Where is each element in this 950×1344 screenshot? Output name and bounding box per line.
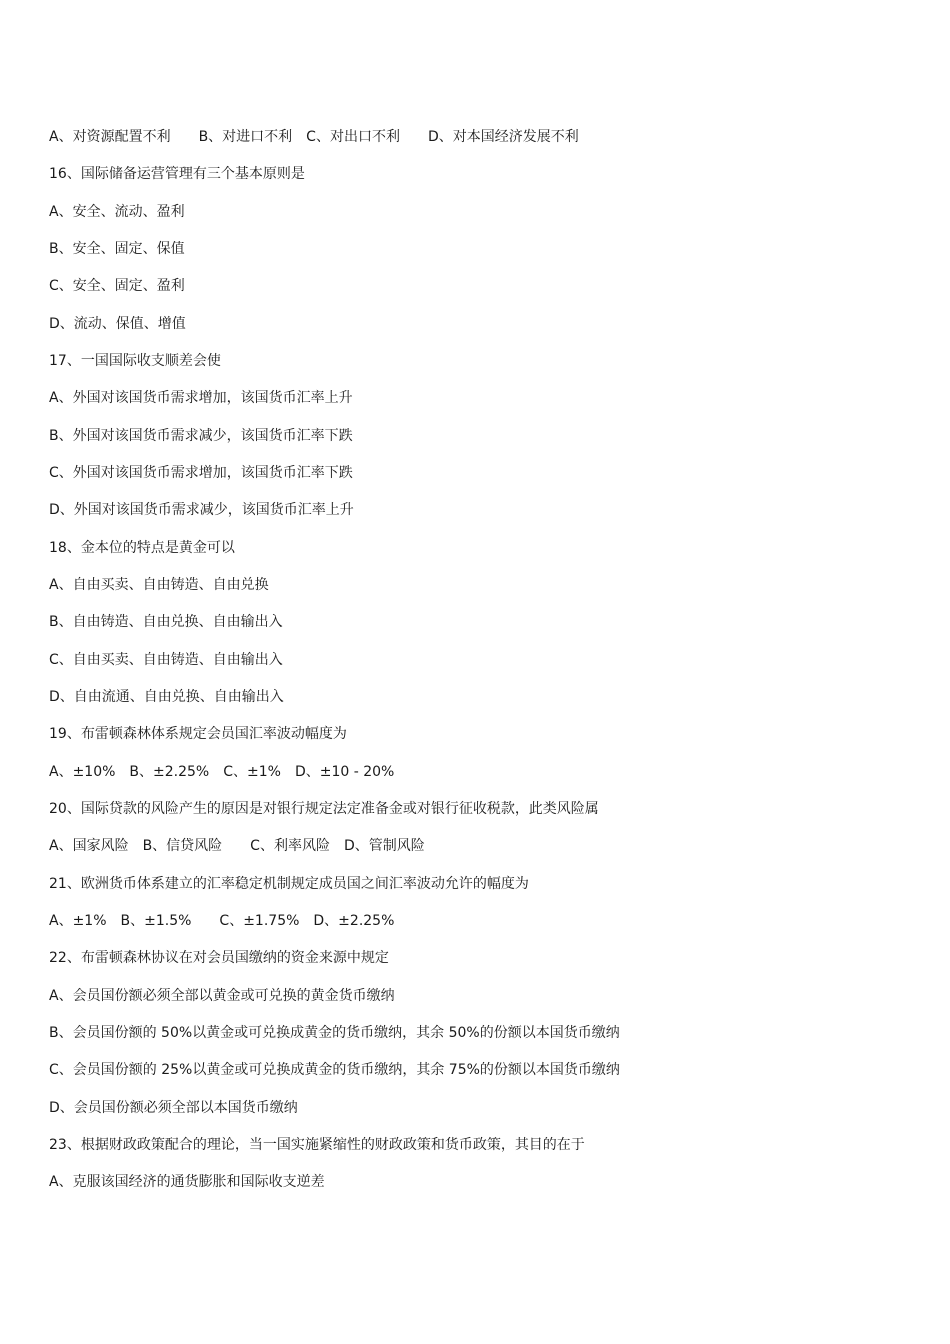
option-22-c: C、会员国份额的 25%以黄金或可兑换成黄金的货币缴纳，其余 75%的份额以本国货币缴纳 <box>49 1062 620 1078</box>
answer-options-q19: A、±10% B、±2.25% C、±1% D、±10 - 20% <box>49 764 395 780</box>
question-17: 17、一国国际收支顺差会使 <box>49 353 221 369</box>
option-16-b: B、安全、固定、保值 <box>49 241 185 257</box>
option-16-a: A、安全、流动、盈利 <box>49 204 185 220</box>
question-18: 18、金本位的特点是黄金可以 <box>49 540 235 556</box>
answer-options-q20: A、国家风险 B、信贷风险 C、利率风险 D、管制风险 <box>49 838 425 854</box>
option-17-d: D、外国对该国货币需求减少，该国货币汇率上升 <box>49 502 354 518</box>
option-18-a: A、自由买卖、自由铸造、自由兑换 <box>49 577 269 593</box>
option-22-d: D、会员国份额必须全部以本国货币缴纳 <box>49 1100 298 1116</box>
question-19: 19、布雷顿森林体系规定会员国汇率波动幅度为 <box>49 726 347 742</box>
answer-options-q21: A、±1% B、±1.5% C、±1.75% D、±2.25% <box>49 913 395 929</box>
question-20: 20、国际贷款的风险产生的原因是对银行规定法定准备金或对银行征收税款，此类风险属 <box>49 801 599 817</box>
question-16: 16、国际储备运营管理有三个基本原则是 <box>49 166 305 182</box>
question-21: 21、欧洲货币体系建立的汇率稳定机制规定成员国之间汇率波动允许的幅度为 <box>49 876 529 892</box>
option-17-c: C、外国对该国货币需求增加，该国货币汇率下跌 <box>49 465 353 481</box>
option-18-c: C、自由买卖、自由铸造、自由输出入 <box>49 652 283 668</box>
option-16-c: C、安全、固定、盈利 <box>49 278 185 294</box>
option-17-a: A、外国对该国货币需求增加，该国货币汇率上升 <box>49 390 353 406</box>
question-22: 22、布雷顿森林协议在对会员国缴纳的资金来源中规定 <box>49 950 389 966</box>
option-18-b: B、自由铸造、自由兑换、自由输出入 <box>49 614 283 630</box>
question-23: 23、根据财政政策配合的理论，当一国实施紧缩性的财政政策和货币政策，其目的在于 <box>49 1137 585 1153</box>
option-16-d: D、流动、保值、增值 <box>49 316 186 332</box>
option-23-a: A、克服该国经济的通货膨胀和国际收支逆差 <box>49 1174 325 1190</box>
answer-options-q15: A、对资源配置不利 B、对进口不利 C、对出口不利 D、对本国经济发展不利 <box>49 129 579 145</box>
option-22-a: A、会员国份额必须全部以黄金或可兑换的黄金货币缴纳 <box>49 988 395 1004</box>
option-18-d: D、自由流通、自由兑换、自由输出入 <box>49 689 284 705</box>
option-22-b: B、会员国份额的 50%以黄金或可兑换成黄金的货币缴纳，其余 50%的份额以本国货币缴纳 <box>49 1025 620 1041</box>
option-17-b: B、外国对该国货币需求减少，该国货币汇率下跌 <box>49 428 353 444</box>
